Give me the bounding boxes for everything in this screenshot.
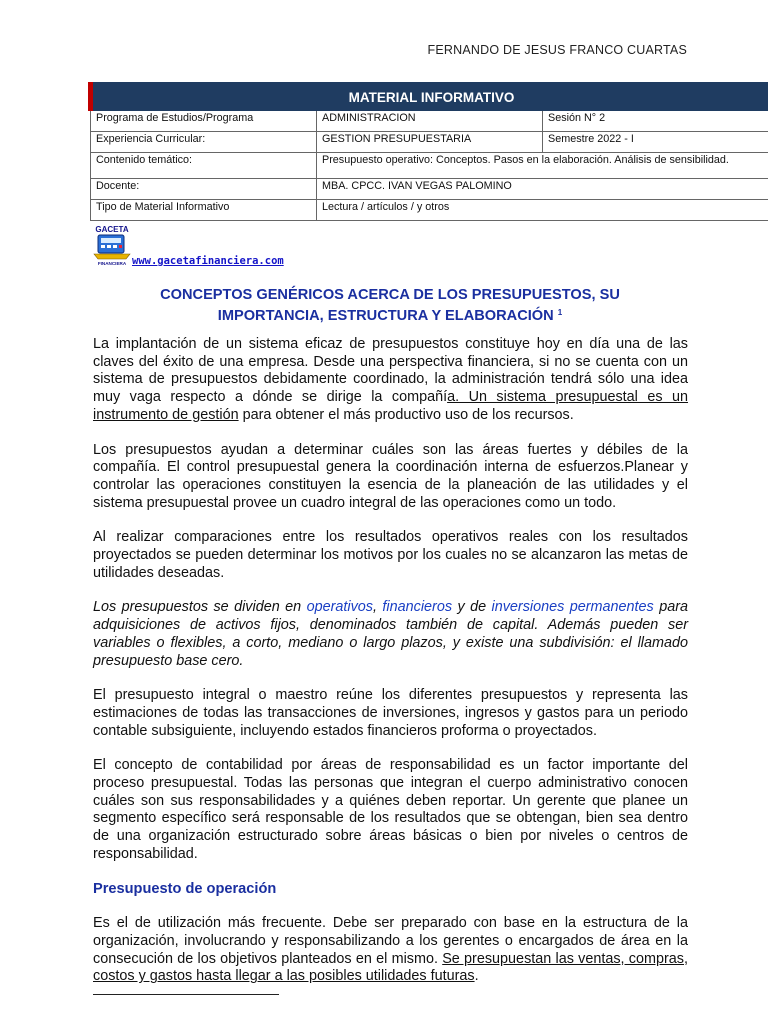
table-row xyxy=(91,200,768,221)
table-row xyxy=(91,111,768,132)
table-row xyxy=(91,153,768,179)
footnote-mark[interactable]: 1 xyxy=(557,308,563,317)
table-row xyxy=(91,132,768,153)
author-name: FERNANDO DE JESUS FRANCO CUARTAS xyxy=(427,43,687,57)
row-label: Docente: xyxy=(91,179,317,200)
section-heading: Presupuesto de operación xyxy=(93,880,277,897)
paragraph-6: El concepto de contabilidad por áreas de responsabilidad es un factor importante del proceso presupuestal. Todas las personas que integran el cuerpo administrativo conocen cuáles son sus responsabilidades y a quiénes deben reportar. Un gerente que planee un segmento específico será responsable de los resultados que se obtengan, bien sea dentro de una organización estructurado sobre áreas básicas o bien por niveles o centros de responsabilidad. xyxy=(93,757,688,862)
underlined-text: a. Un sistema presupuestal es un instrumento de gestión xyxy=(93,389,689,423)
highlight-inversiones: inversiones permanentes xyxy=(491,599,654,616)
row-label: Contenido temático: xyxy=(91,153,317,179)
paragraph-text: La implantación de un sistema eficaz de presupuestos constituye hoy en día una de las claves del éxito de una empresa. Desde una perspectiva financiera, si no se cuenta con un sistema de presupuestos debidamente coordinado, la administración tendrá sólo una idea muy vaga respecto a dónde se dirige la compañí xyxy=(93,336,688,406)
title-line-2 xyxy=(92,304,688,325)
info-table xyxy=(88,82,768,221)
paragraph-3: Al realizar comparaciones entre los resultados operativos reales con los resultados proyectados se pueden determinar los motivos por los cuales no se alcanzaron las metas de utilidades deseadas. xyxy=(93,529,688,581)
paragraph-7 xyxy=(93,915,688,986)
footnote-divider xyxy=(93,994,279,995)
row-extra: Sesión N° 2 xyxy=(543,111,768,132)
paragraph-4 xyxy=(93,599,688,670)
row-extra: Semestre 2022 - I xyxy=(543,132,768,153)
row-value: Presupuesto operativo: Conceptos. Pasos en la elaboración. Análisis de sensibilidad. xyxy=(317,153,768,179)
row-value: GESTION PRESUPUESTARIA xyxy=(317,132,543,153)
highlight-financieros: financieros xyxy=(382,599,453,616)
highlight-operativos: operativos xyxy=(306,599,373,616)
document-body xyxy=(93,336,688,1003)
document-title xyxy=(92,287,688,325)
paragraph-text: y de xyxy=(452,599,492,616)
paragraph-2: Los presupuestos ayudan a determinar cuáles son las áreas fuertes y débiles de la compañía. El control presupuestal genera la coordinación interna de esfuerzos.Planear y controlar las operaciones constituyen la esencia de la planeación de las utilidades y el sistema presupuestal provee un cuadro integral de las operaciones como un todo. xyxy=(93,441,688,511)
paragraph-text: para adquisiciones de activos fijos, denominados también de capital. Además pueden ser variables o flexibles, a corto, mediano o largo plazos, y existe una subdivisión: el llamado presupuesto base cero. xyxy=(93,599,689,669)
row-value: ADMINISTRACION xyxy=(317,111,543,132)
gaceta-link[interactable]: www.gacetafinanciera.com xyxy=(132,255,284,267)
paragraph-text: . xyxy=(474,968,479,985)
paragraph-text: Es el de utilización más frecuente. Debe ser preparado con base en la estructura de la organización, involucrando y responsabilizando a los gerentes o encargados de área en la consecución de los objetivos planteados en el mismo. xyxy=(93,915,688,967)
title-line-2-text: IMPORTANCIA, ESTRUCTURA Y ELABORACIÓN xyxy=(217,308,554,324)
gaceta-logo-icon xyxy=(92,224,132,266)
paragraph-1 xyxy=(93,336,688,425)
title-line-1: CONCEPTOS GENÉRICOS ACERCA DE LOS PRESUPUESTOS, SU xyxy=(160,287,620,303)
paragraph-text: Los presupuestos se dividen en xyxy=(93,599,307,616)
table-row xyxy=(91,179,768,200)
row-value: Lectura / artículos / y otros xyxy=(317,200,768,221)
underlined-text: Se presupuestan las ventas, compras, costos y gastos hasta llegar a las posibles utilidades futuras xyxy=(93,950,688,985)
logo-word: GACETA xyxy=(95,225,129,234)
row-label: Experiencia Curricular: xyxy=(91,132,317,153)
paragraph-text: para obtener el más productivo uso de los recursos. xyxy=(238,406,574,423)
material-title: MATERIAL INFORMATIVO xyxy=(91,83,768,111)
paragraph-5: El presupuesto integral o maestro reúne los diferentes presupuestos y representa las estimaciones de todas las transacciones de inversiones, ingresos y gastos para un periodo contable subsiguiente, incluyendo estados financieros proforma o proyectados. xyxy=(93,687,688,739)
row-label: Programa de Estudios/Programa xyxy=(91,111,317,132)
info-table-header xyxy=(91,83,768,111)
paragraph-text: , xyxy=(372,599,383,616)
logo-subword: FINANCIERA xyxy=(97,261,127,266)
row-label: Tipo de Material Informativo xyxy=(91,200,317,221)
row-value: MBA. CPCC. IVAN VEGAS PALOMINO xyxy=(317,179,768,200)
